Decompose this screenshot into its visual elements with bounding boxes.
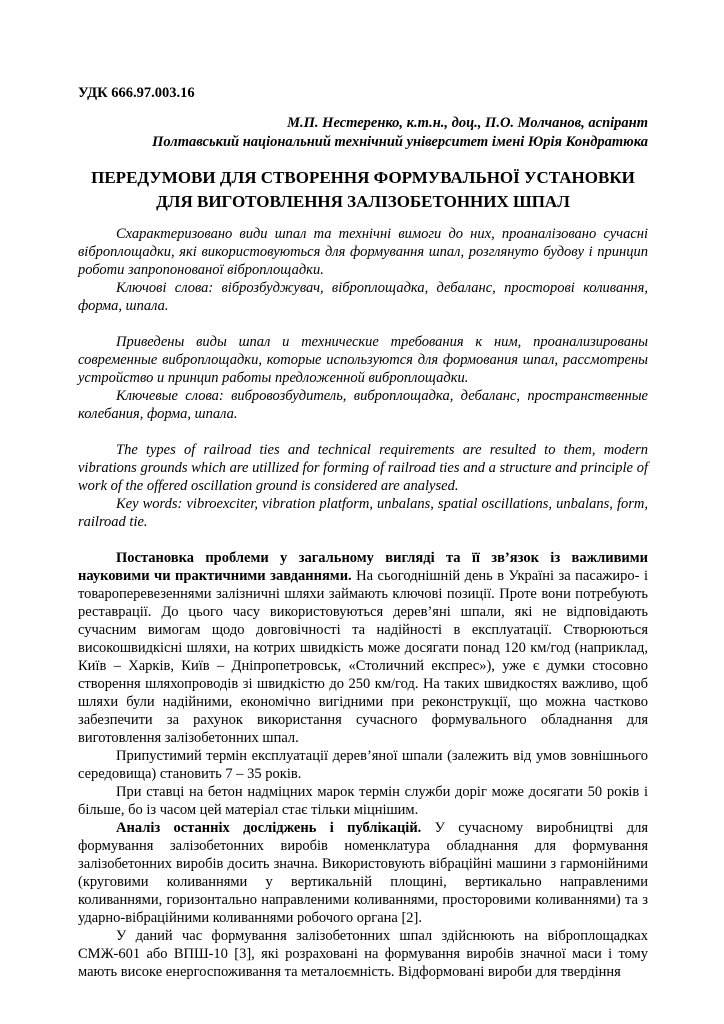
paper-title: ПЕРЕДУМОВИ ДЛЯ СТВОРЕННЯ ФОРМУВАЛЬНОЇ УСТАНОВКИ ДЛЯ ВИГОТОВЛЕННЯ ЗАЛІЗОБЕТОННИХ ШПАЛ — [91, 168, 635, 211]
section-lead-problem-statement: Постановка проблеми у загальному вигляді та її зв’язок із важливими науковими чи практичними завданнями. — [78, 550, 648, 584]
spacer — [78, 531, 648, 549]
section-lead-analysis: Аналіз останніх досліджень і публікацій. — [116, 820, 422, 836]
abstract-russian: Приведены виды шпал и технические требования к ним, проанализированы современные виброплощадки, которые используются для формования шпал, рассмотрены устройство и принцип работы предложенной виброплощадки. — [78, 334, 648, 386]
keywords-russian: Ключевые слова: вибровозбудитель, виброплощадка, дебаланс, пространственные колебания, форма, шпала. — [78, 388, 648, 422]
spacer — [78, 315, 648, 333]
body-paragraph-concrete-lifespan — [78, 783, 648, 819]
abstract-english: The types of railroad ties and technical requirements are resulted to them, modern vibrations grounds which are utillized for forming of railroad ties and a structure and principle of work of the offered oscillation ground is considered are analysed. — [78, 442, 648, 494]
abstract-ukrainian: Схарактеризовано види шпал та технічні вимоги до них, проаналізовано сучасні віброплощадки, які використовуються для формування шпал, розглянуто будову і принцип роботи запропонованої віброплощадки. — [78, 226, 648, 278]
keywords-english: Key words: vibroexciter, vibration platform, unbalans, spatial oscillations, unbalans, form, railroad tie. — [78, 496, 648, 530]
body-paragraph-wooden-tie-lifespan — [78, 747, 648, 783]
affiliation-line: Полтавський національний технічний університет імені Юрія Кондратюка — [152, 134, 648, 150]
body-text: На сьогоднішній день в Україні за пасажиро- і товароперевезеннями залізничні шляхи займають ключові позиції. Проте вони потребують реставрації. До цього часу використовуються дерев’яні шпали, які не відповідають сучасним вимогам щодо довговічності та надійності в експлуатації. Створюються високошвидкісні шляхи, на котрих швидкість може досягати понад 120 км/год (наприклад, Київ – Харків, Київ – Дніпропетровськ, «Столичний експрес»), уже є думки стосовно створення шляхопроводів зі швидкістю до 250 км/год. На таких швидкостях важливо, щоб шляхи були надійними, економічно вигідними при реконструкції, що можна частково забезпечити за рахунок використання сучасного формувального обладнання для виготовлення залізобетонних шпал. — [78, 568, 648, 746]
body-paragraph-current-platforms — [78, 927, 648, 981]
spacer — [78, 423, 648, 441]
body-paragraph-problem-statement — [78, 549, 648, 747]
body-text: Припустимий термін експлуатації дерев’яної шпали (залежить від умов зовнішнього середовища) становить 7 – 35 років. — [78, 748, 648, 782]
authors-line: М.П. Нестеренко, к.т.н., доц., П.О. Молчанов, аспірант — [287, 115, 648, 131]
udc-code: УДК 666.97.003.16 — [78, 85, 195, 101]
body-text: У даний час формування залізобетонних шпал здійснюють на віброплощадках СМЖ-601 або ВПШ-10 [3], які розраховані на формування виробів значної маси і тому мають високе енергоспоживання та металоємність. Відформовані вироби для твердіння — [78, 928, 648, 980]
body-paragraph-analysis-of-publications — [78, 819, 648, 927]
body-text: При ставці на бетон надміцних марок термін служби доріг може досягати 50 років і більше, бо із часом цей матеріал стає тільки міцнішим. — [78, 784, 648, 818]
body-text: У сучасному виробництві для формування залізобетонних виробів номенклатура обладнання для формування залізобетонних виробів досить значна. Використовують вібраційні машини з гармонійними (круговими коливаннями у вертикальній площині, вертикально направленими коливаннями, горизонтально направленими коливаннями, просторовими коливаннями) та з ударно-вібраційними коливаннями робочого органа [2]. — [78, 820, 648, 926]
keywords-ukrainian: Ключові слова: віброзбуджувач, віброплощадка, дебаланс, просторові коливання, форма, шпала. — [78, 280, 648, 314]
